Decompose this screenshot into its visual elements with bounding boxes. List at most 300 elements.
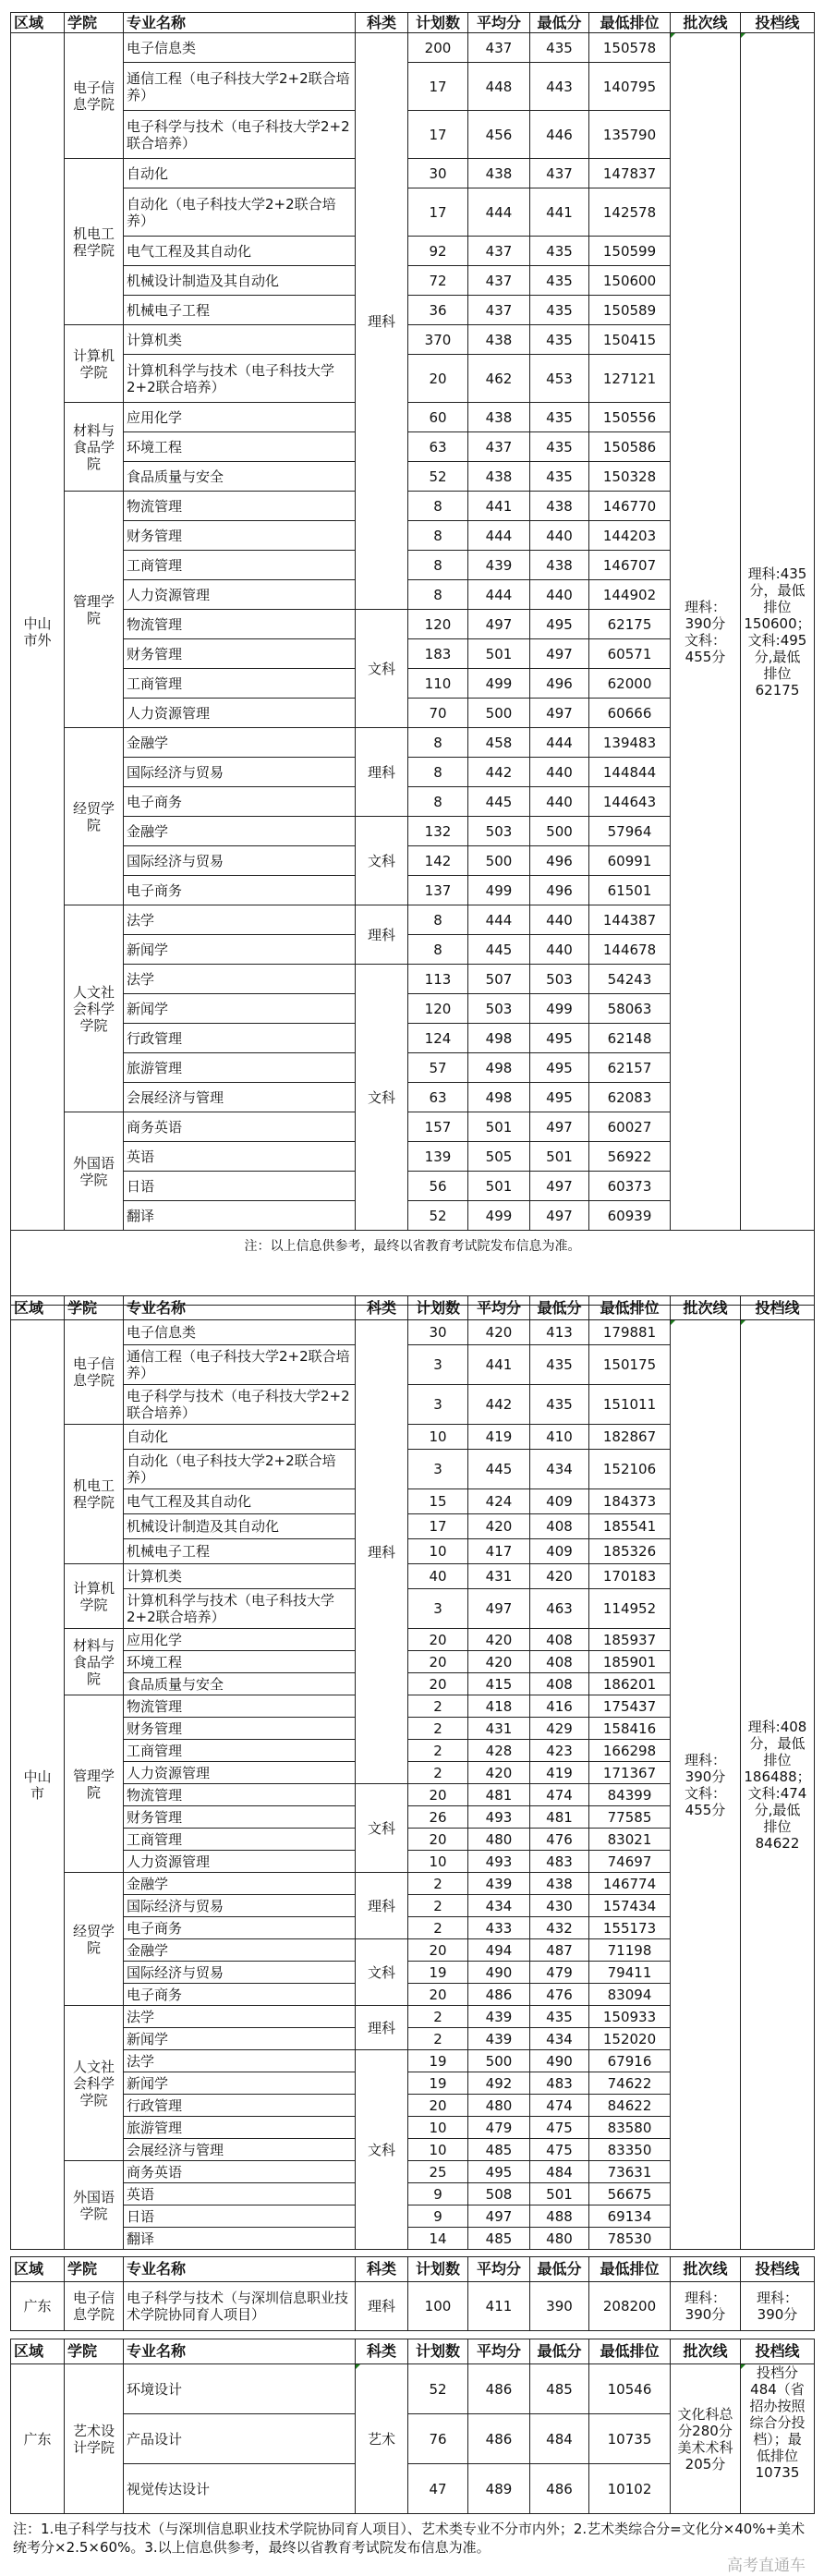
major-name: 电子科学与技术（电子科技大学2+2联合培养） <box>124 111 356 159</box>
average-score: 433 <box>468 1917 530 1939</box>
min-rank: 10735 <box>589 2414 671 2464</box>
min-rank: 60373 <box>589 1172 671 1201</box>
plan-count: 57 <box>408 1053 468 1083</box>
plan-count: 9 <box>408 2183 468 2205</box>
min-score: 475 <box>530 2117 589 2139</box>
table-row <box>11 2282 815 2331</box>
header-region: 区域 <box>11 2339 65 2364</box>
major-name: 行政管理 <box>124 1024 356 1053</box>
category-label: 艺术 <box>367 2430 395 2448</box>
min-rank: 79411 <box>589 1962 671 1984</box>
min-rank: 146707 <box>589 551 671 580</box>
min-score: 435 <box>530 1385 589 1425</box>
average-score: 444 <box>468 521 530 551</box>
min-rank: 147837 <box>589 159 671 188</box>
min-score: 476 <box>530 1829 589 1851</box>
min-rank: 146770 <box>589 492 671 521</box>
min-rank: 175437 <box>589 1695 671 1718</box>
min-score: 435 <box>530 266 589 296</box>
plan-count: 63 <box>408 1083 468 1112</box>
average-score: 417 <box>468 1539 530 1564</box>
average-score: 444 <box>468 580 530 610</box>
min-score: 438 <box>530 492 589 521</box>
min-score: 453 <box>530 355 589 403</box>
major-name: 新闻学 <box>124 994 356 1024</box>
average-score: 479 <box>468 2117 530 2139</box>
plan-count: 8 <box>408 935 468 965</box>
header-min-rank: 最低排位 <box>589 2257 671 2282</box>
average-score: 444 <box>468 905 530 935</box>
header-plan: 计划数 <box>408 1296 468 1320</box>
min-rank: 179881 <box>589 1320 671 1345</box>
college-label: 电子信息学院 <box>72 1355 115 1389</box>
college-label: 外国语学院 <box>72 2188 115 2222</box>
min-rank: 83580 <box>589 2117 671 2139</box>
plan-count: 70 <box>408 699 468 728</box>
major-name: 工商管理 <box>124 551 356 580</box>
min-rank: 71198 <box>589 1939 671 1962</box>
average-score: 420 <box>468 1514 530 1539</box>
comment-marker-icon <box>741 1320 745 1325</box>
plan-count: 10 <box>408 2117 468 2139</box>
college-cell <box>65 325 124 403</box>
category-label: 理科 <box>367 2298 395 2315</box>
major-name: 环境工程 <box>124 1651 356 1673</box>
average-score: 437 <box>468 237 530 266</box>
header-batch-line: 批次线 <box>671 2339 741 2364</box>
major-name: 产品设计 <box>124 2414 356 2464</box>
header-min-score: 最低分 <box>530 2257 589 2282</box>
major-name: 法学 <box>124 905 356 935</box>
plan-count: 183 <box>408 639 468 669</box>
college-cell <box>65 2282 124 2331</box>
region-label: 中山市 <box>23 1768 52 1802</box>
min-rank: 62148 <box>589 1024 671 1053</box>
plan-count: 8 <box>408 758 468 787</box>
header-batch-line: 批次线 <box>671 2257 741 2282</box>
plan-count: 17 <box>408 63 468 111</box>
average-score: 493 <box>468 1851 530 1873</box>
college-label: 经贸学院 <box>72 799 115 833</box>
plan-count: 14 <box>408 2228 468 2250</box>
average-score: 420 <box>468 1762 530 1784</box>
min-rank: 171367 <box>589 1762 671 1784</box>
header-min-score: 最低分 <box>530 1296 589 1320</box>
college-label: 电子信息学院 <box>72 2290 115 2323</box>
min-score: 408 <box>530 1629 589 1651</box>
average-score: 445 <box>468 787 530 817</box>
plan-count: 132 <box>408 817 468 846</box>
college-cell <box>65 1695 124 1873</box>
category-cell <box>356 2006 408 2050</box>
category-label: 理科 <box>367 1543 395 1561</box>
major-name: 旅游管理 <box>124 1053 356 1083</box>
average-score: 439 <box>468 2028 530 2050</box>
major-name: 金融学 <box>124 728 356 758</box>
college-label: 艺术设计学院 <box>72 2422 115 2456</box>
min-score: 440 <box>530 935 589 965</box>
plan-count: 2 <box>408 1917 468 1939</box>
min-score: 413 <box>530 1320 589 1345</box>
min-rank: 158416 <box>589 1718 671 1740</box>
header-category: 科类 <box>356 1296 408 1320</box>
plan-count: 3 <box>408 1450 468 1489</box>
major-name: 法学 <box>124 2050 356 2072</box>
plan-count: 8 <box>408 521 468 551</box>
min-rank: 83350 <box>589 2139 671 2161</box>
category-cell <box>356 1873 408 1939</box>
major-name: 财务管理 <box>124 521 356 551</box>
min-score: 408 <box>530 1673 589 1695</box>
min-rank: 152020 <box>589 2028 671 2050</box>
header-major: 专业名称 <box>124 1296 356 1320</box>
min-rank: 60027 <box>589 1112 671 1142</box>
min-score: 495 <box>530 610 589 639</box>
average-score: 499 <box>468 669 530 699</box>
plan-count: 36 <box>408 296 468 325</box>
plan-count: 2 <box>408 1895 468 1917</box>
plan-count: 20 <box>408 1673 468 1695</box>
average-score: 411 <box>468 2282 530 2331</box>
region-label: 广东 <box>23 2298 52 2315</box>
plan-count: 120 <box>408 994 468 1024</box>
region-cell <box>11 2364 65 2514</box>
min-rank: 10546 <box>589 2364 671 2414</box>
min-rank: 185901 <box>589 1651 671 1673</box>
major-name: 工商管理 <box>124 669 356 699</box>
average-score: 444 <box>468 188 530 237</box>
header-batch-line: 批次线 <box>671 13 741 33</box>
min-rank: 150599 <box>589 237 671 266</box>
plan-count: 20 <box>408 1984 468 2006</box>
plan-count: 17 <box>408 188 468 237</box>
average-score: 486 <box>468 2364 530 2414</box>
major-name: 计算机科学与技术（电子科技大学2+2联合培养） <box>124 355 356 403</box>
major-name: 新闻学 <box>124 2028 356 2050</box>
plan-count: 72 <box>408 266 468 296</box>
min-score: 423 <box>530 1740 589 1762</box>
header-cutoff-line: 投档线 <box>741 13 815 33</box>
major-name: 电子商务 <box>124 787 356 817</box>
min-score: 486 <box>530 2464 589 2514</box>
min-rank: 208200 <box>589 2282 671 2331</box>
plan-count: 2 <box>408 1718 468 1740</box>
header-cutoff-line: 投档线 <box>741 2257 815 2282</box>
header-min-rank: 最低排位 <box>589 1296 671 1320</box>
min-score: 409 <box>530 1489 589 1514</box>
min-score: 443 <box>530 63 589 111</box>
min-rank: 152106 <box>589 1450 671 1489</box>
average-score: 501 <box>468 1112 530 1142</box>
college-cell <box>65 1629 124 1695</box>
average-score: 431 <box>468 1564 530 1589</box>
major-name: 应用化学 <box>124 1629 356 1651</box>
header-average: 平均分 <box>468 2257 530 2282</box>
min-score: 483 <box>530 1851 589 1873</box>
category-label: 理科 <box>367 312 395 330</box>
min-score: 497 <box>530 1201 589 1231</box>
batch-line-text: 理科： 390分 <box>684 2290 726 2323</box>
min-score: 410 <box>530 1425 589 1450</box>
min-score: 481 <box>530 1806 589 1829</box>
major-name: 电气工程及其自动化 <box>124 1489 356 1514</box>
cutoff-line-text: 理科:408 分，最低 排位 186488； 文科:474 分,最低 排位 84622 <box>744 1718 811 1852</box>
major-name: 环境设计 <box>124 2364 356 2414</box>
major-name: 商务英语 <box>124 2161 356 2183</box>
major-name: 人力资源管理 <box>124 580 356 610</box>
min-rank: 58063 <box>589 994 671 1024</box>
min-score: 496 <box>530 669 589 699</box>
plan-count: 2 <box>408 2006 468 2028</box>
major-name: 应用化学 <box>124 403 356 432</box>
header-region: 区域 <box>11 2257 65 2282</box>
min-score: 495 <box>530 1053 589 1083</box>
region-cell <box>11 1320 65 2250</box>
average-score: 501 <box>468 639 530 669</box>
min-score: 419 <box>530 1762 589 1784</box>
major-name: 新闻学 <box>124 935 356 965</box>
min-rank: 150933 <box>589 2006 671 2028</box>
category-cell <box>356 1784 408 1873</box>
score-table-1 <box>10 1295 815 2250</box>
plan-count: 10 <box>408 1851 468 1873</box>
min-rank: 144643 <box>589 787 671 817</box>
plan-count: 2 <box>408 1695 468 1718</box>
category-label: 理科 <box>367 1897 395 1914</box>
average-score: 505 <box>468 1142 530 1172</box>
plan-count: 2 <box>408 1762 468 1784</box>
plan-count: 3 <box>408 1385 468 1425</box>
average-score: 486 <box>468 2414 530 2464</box>
average-score: 499 <box>468 1201 530 1231</box>
college-label: 电子信息学院 <box>72 79 115 113</box>
major-name: 翻译 <box>124 2228 356 2250</box>
header-plan: 计划数 <box>408 13 468 33</box>
min-rank: 182867 <box>589 1425 671 1450</box>
major-name: 金融学 <box>124 1939 356 1962</box>
average-score: 503 <box>468 994 530 1024</box>
average-score: 493 <box>468 1806 530 1829</box>
min-rank: 144678 <box>589 935 671 965</box>
header-batch-line: 批次线 <box>671 1296 741 1320</box>
min-rank: 114952 <box>589 1589 671 1629</box>
major-name: 视觉传达设计 <box>124 2464 356 2514</box>
average-score: 424 <box>468 1489 530 1514</box>
min-score: 435 <box>530 462 589 492</box>
plan-count: 25 <box>408 2161 468 2183</box>
plan-count: 52 <box>408 462 468 492</box>
major-name: 旅游管理 <box>124 2117 356 2139</box>
average-score: 498 <box>468 1053 530 1083</box>
category-cell <box>356 2050 408 2250</box>
major-name: 商务英语 <box>124 1112 356 1142</box>
min-rank: 73631 <box>589 2161 671 2183</box>
min-rank: 144203 <box>589 521 671 551</box>
major-name: 自动化 <box>124 159 356 188</box>
table-note: 注：以上信息供参考，最终以省教育考试院发布信息为准。 <box>11 1231 815 1306</box>
plan-count: 20 <box>408 2095 468 2117</box>
min-score: 480 <box>530 2228 589 2250</box>
min-rank: 150328 <box>589 462 671 492</box>
score-table-2 <box>10 2256 815 2331</box>
batch-line-text: 理科： 390分 文科： 455分 <box>684 1751 726 1818</box>
plan-count: 137 <box>408 876 468 905</box>
major-name: 食品质量与安全 <box>124 1673 356 1695</box>
comment-marker-icon <box>671 33 675 38</box>
college-cell <box>65 1320 124 1425</box>
average-score: 415 <box>468 1673 530 1695</box>
average-score: 498 <box>468 1083 530 1112</box>
college-label: 材料与食品学院 <box>72 421 115 472</box>
cutoff-line-cell <box>741 1320 815 2250</box>
plan-count: 8 <box>408 551 468 580</box>
major-name: 财务管理 <box>124 1718 356 1740</box>
category-cell <box>356 905 408 965</box>
min-rank: 62175 <box>589 610 671 639</box>
category-cell <box>356 728 408 817</box>
min-score: 484 <box>530 2161 589 2183</box>
average-score: 492 <box>468 2072 530 2095</box>
min-rank: 60666 <box>589 699 671 728</box>
min-score: 435 <box>530 2006 589 2028</box>
min-score: 479 <box>530 1962 589 1984</box>
plan-count: 17 <box>408 111 468 159</box>
category-cell <box>356 610 408 728</box>
category-label: 文科 <box>367 852 395 869</box>
college-label: 经贸学院 <box>72 1922 115 1956</box>
min-score: 438 <box>530 551 589 580</box>
min-score: 408 <box>530 1514 589 1539</box>
min-score: 484 <box>530 2414 589 2464</box>
cutoff-line-text: 理科： 390分 <box>756 2290 798 2323</box>
college-label: 材料与食品学院 <box>72 1636 115 1687</box>
college-cell <box>65 728 124 905</box>
min-score: 440 <box>530 787 589 817</box>
plan-count: 370 <box>408 325 468 355</box>
min-score: 440 <box>530 521 589 551</box>
min-rank: 144902 <box>589 580 671 610</box>
average-score: 434 <box>468 1895 530 1917</box>
college-label: 机电工程学院 <box>72 225 115 259</box>
major-name: 人力资源管理 <box>124 699 356 728</box>
min-rank: 84399 <box>589 1784 671 1806</box>
plan-count: 19 <box>408 2072 468 2095</box>
college-cell <box>65 2006 124 2161</box>
header-major: 专业名称 <box>124 2339 356 2364</box>
college-label: 人文社会科学学院 <box>72 983 115 1034</box>
batch-line-cell <box>671 2282 741 2331</box>
college-cell <box>65 403 124 492</box>
average-score: 437 <box>468 296 530 325</box>
min-score: 434 <box>530 2028 589 2050</box>
major-name: 物流管理 <box>124 1695 356 1718</box>
cutoff-line-text: 投档分 484（省 招办按照 综合分投 档）；最 低排位 10735 <box>749 2364 806 2481</box>
plan-count: 52 <box>408 1201 468 1231</box>
plan-count: 52 <box>408 2364 468 2414</box>
min-score: 432 <box>530 1917 589 1939</box>
major-name: 环境工程 <box>124 432 356 462</box>
average-score: 495 <box>468 2161 530 2183</box>
min-rank: 155173 <box>589 1917 671 1939</box>
average-score: 500 <box>468 2050 530 2072</box>
plan-count: 30 <box>408 1320 468 1345</box>
plan-count: 110 <box>408 669 468 699</box>
average-score: 438 <box>468 462 530 492</box>
major-name: 电子商务 <box>124 876 356 905</box>
header-major: 专业名称 <box>124 2257 356 2282</box>
header-plan: 计划数 <box>408 2339 468 2364</box>
plan-count: 8 <box>408 787 468 817</box>
min-score: 476 <box>530 1984 589 2006</box>
college-label: 外国语学院 <box>72 1154 115 1188</box>
min-rank: 140795 <box>589 63 671 111</box>
min-score: 435 <box>530 325 589 355</box>
average-score: 445 <box>468 935 530 965</box>
plan-count: 15 <box>408 1489 468 1514</box>
major-name: 计算机类 <box>124 1564 356 1589</box>
min-score: 495 <box>530 1083 589 1112</box>
min-rank: 150175 <box>589 1345 671 1385</box>
plan-count: 100 <box>408 2282 468 2331</box>
min-rank: 62083 <box>589 1083 671 1112</box>
category-cell <box>356 965 408 1231</box>
college-cell <box>65 1112 124 1231</box>
table-header-row <box>11 1296 815 1320</box>
min-rank: 150600 <box>589 266 671 296</box>
category-label: 文科 <box>367 1819 395 1837</box>
table-row <box>11 33 815 63</box>
category-label: 理科 <box>367 926 395 943</box>
min-score: 497 <box>530 699 589 728</box>
min-score: 483 <box>530 2072 589 2095</box>
major-name: 电子信息类 <box>124 33 356 63</box>
min-rank: 74622 <box>589 2072 671 2095</box>
min-score: 408 <box>530 1651 589 1673</box>
average-score: 508 <box>468 2183 530 2205</box>
min-rank: 56922 <box>589 1142 671 1172</box>
average-score: 438 <box>468 403 530 432</box>
average-score: 480 <box>468 1829 530 1851</box>
category-cell <box>356 2364 408 2514</box>
min-score: 430 <box>530 1895 589 1917</box>
min-score: 435 <box>530 432 589 462</box>
average-score: 497 <box>468 1589 530 1629</box>
min-rank: 142578 <box>589 188 671 237</box>
min-score: 440 <box>530 905 589 935</box>
major-name: 工商管理 <box>124 1740 356 1762</box>
college-cell <box>65 2364 124 2514</box>
min-rank: 69134 <box>589 2205 671 2228</box>
min-score: 435 <box>530 33 589 63</box>
college-label: 管理学院 <box>72 1767 115 1801</box>
major-name: 日语 <box>124 1172 356 1201</box>
average-score: 428 <box>468 1740 530 1762</box>
average-score: 497 <box>468 610 530 639</box>
header-category: 科类 <box>356 2257 408 2282</box>
average-score: 439 <box>468 551 530 580</box>
min-score: 429 <box>530 1718 589 1740</box>
plan-count: 9 <box>408 2205 468 2228</box>
average-score: 481 <box>468 1784 530 1806</box>
region-cell <box>11 2282 65 2331</box>
major-name: 国际经济与贸易 <box>124 1895 356 1917</box>
category-cell <box>356 817 408 905</box>
average-score: 442 <box>468 758 530 787</box>
comment-marker-icon <box>741 2364 745 2369</box>
header-min-rank: 最低排位 <box>589 2339 671 2364</box>
min-score: 487 <box>530 1939 589 1962</box>
category-label: 文科 <box>367 660 395 677</box>
